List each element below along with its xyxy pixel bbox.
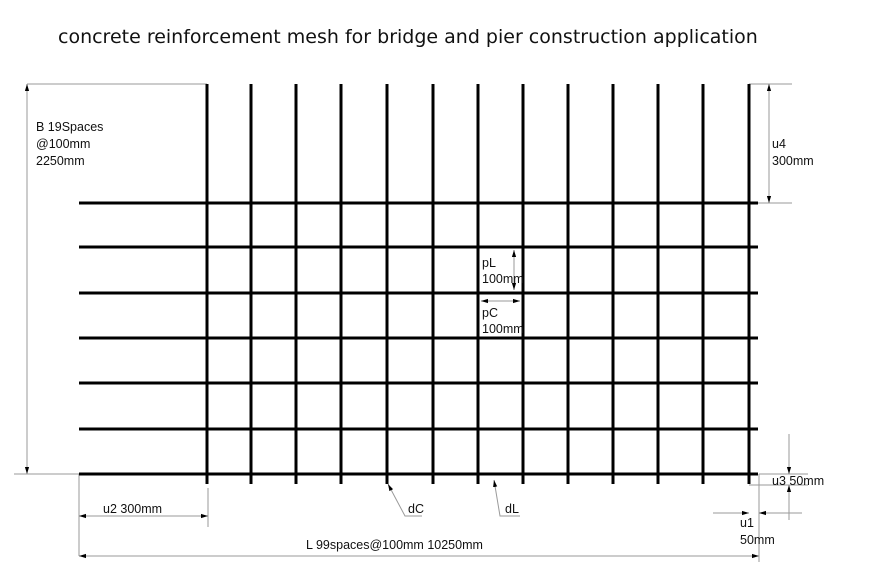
u4-label-line2: 300mm [772, 154, 814, 168]
b-label-line3: 2250mm [36, 154, 85, 168]
dimension-labels [36, 120, 824, 552]
pc-label-line2: 100mm [482, 322, 524, 336]
u1-label-line1: u1 [740, 516, 754, 530]
pl-label-line1: pL [482, 256, 496, 270]
u2-label: u2 300mm [103, 502, 163, 516]
dimension-lines [14, 84, 808, 562]
b-label-line2: @100mm [36, 137, 91, 151]
u4-label-line1: u4 [772, 137, 786, 151]
pl-label-line2: 100mm [482, 272, 524, 286]
u1-label-line2: 50mm [740, 533, 775, 547]
u3-label: u3 50mm [772, 474, 825, 488]
dl-label: dL [505, 502, 519, 516]
b-label-line1: B 19Spaces [36, 120, 104, 134]
reinforcement-mesh [79, 84, 758, 484]
dc-label: dC [408, 502, 424, 516]
pc-label-line1: pC [482, 306, 498, 320]
l-total-label: L 99spaces@100mm 10250mm [306, 538, 483, 552]
diagram-title: concrete reinforcement mesh for bridge and pier construction application [58, 26, 758, 48]
